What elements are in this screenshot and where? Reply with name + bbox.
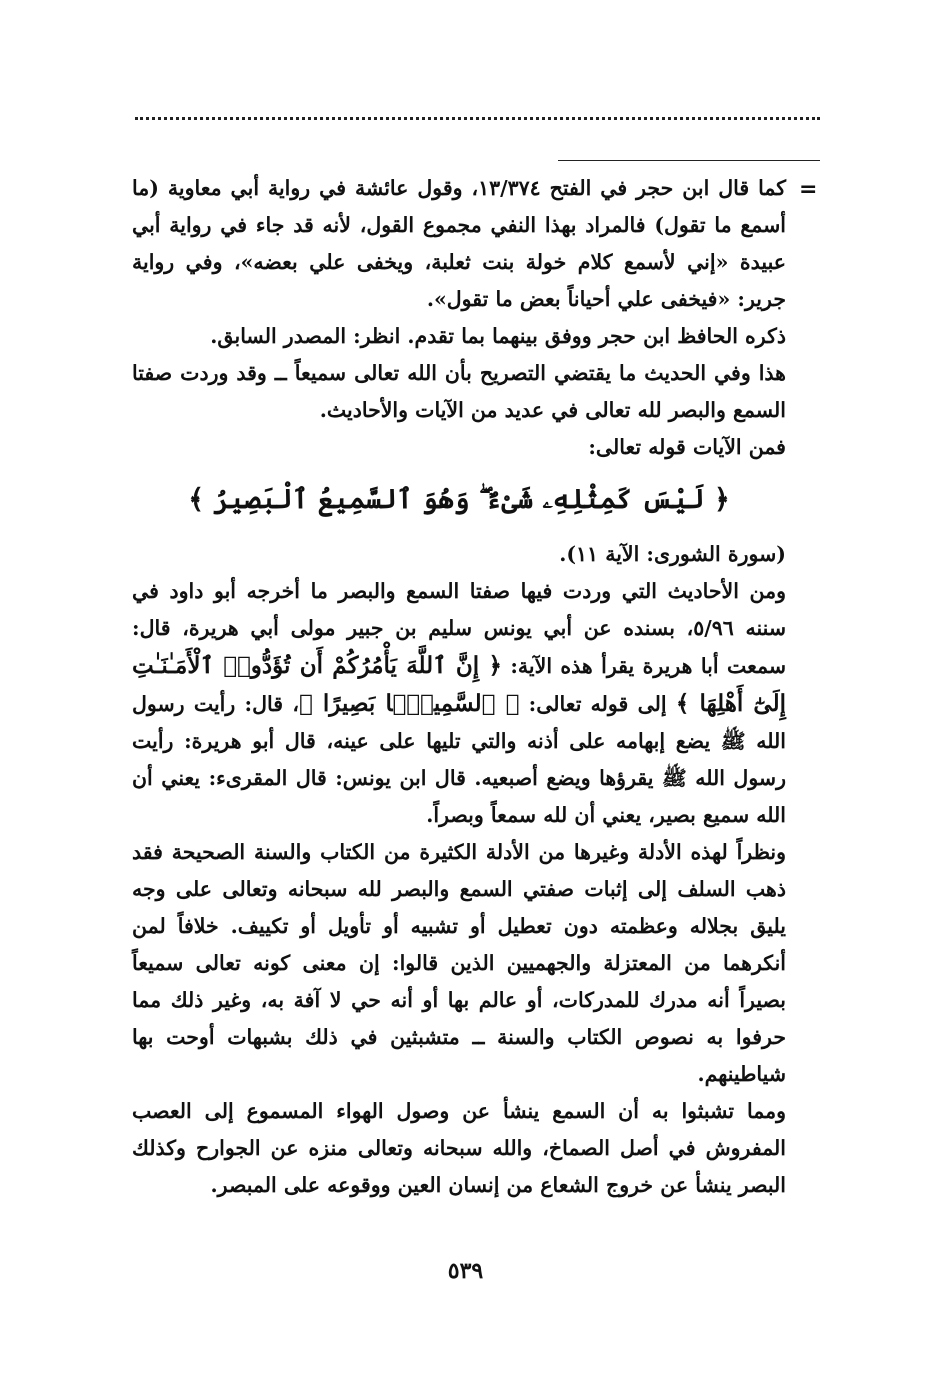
verse-reference: (سورة الشورى: الآية ١١). [559, 542, 786, 566]
paragraph-sifat: هذا وفي الحديث ما يقتضي التصريح بأن الله تعالى سميعاً ــ وقد وردت صفتا السمع والبصر لله تعالى في عديد من الآيات والأحاديث. [132, 361, 786, 422]
page-number: ٥٣٩ [447, 1258, 484, 1284]
continuation-mark: = [799, 177, 818, 202]
paragraph-hadith [132, 573, 786, 834]
hadith-verse-samii: ﴿ ٱلسَّمِيعًۢا بَصِيرًا ﴾ [298, 690, 520, 717]
dotted-separator [135, 117, 820, 120]
paragraph-verse-intro: فمن الآيات قوله تعالى: [588, 435, 786, 459]
hadith-verse-amanat: ﴿ إِنَّ ٱللَّهَ يَأْمُرُكُمْ أَن تُؤَدُّوا۟ ٱلْأَمَـٰنَـٰتِ إِلَىٰٓ أَهْلِهَا ﴾ [132, 652, 786, 717]
paragraph-last: ومما تشبثوا به أن السمع ينشأ عن وصول الهواء المسموع إلى العصب المفروش في أصل الصماخ، والله سبحانه وتعالى منزه عن الجوارح وكذلك البصر ينشأ عن خروج الشعاع من إنسان العين ووقوعه على المبصر. [132, 1099, 786, 1197]
paragraph-ibn-hajar-reconcile: ذكره الحافظ ابن حجر ووفق بينهما بما تقدم. انظر: المصدر السابق. [210, 324, 786, 348]
hadith-text-1: ومن الأحاديث التي وردت فيها صفتا السمع والبصر ما أخرجه أبو داود في سننه ٥/٩٦، بسنده عن أبي يونس سليم بن جبير مولى أبي هريرة، قال: سمعت أبا هريرة يقرأ هذه الآية: [132, 579, 786, 678]
quran-verse: ﴿ لَيْسَ كَمِثْلِهِۦ شَىْءٌ ۖ وَهُوَ ٱلسَّمِيعُ ٱلْبَصِيرُ ﴾ [188, 484, 730, 515]
paragraph-ibn-hajar: كما قال ابن حجر في الفتح ١٣/٣٧٤، وقول عائشة في رواية أبي معاوية (ما أسمع ما تقول) فالمراد بهذا النفي مجموع القول، لأنه قد جاء في رواية أبي عبيدة «إني لأسمع كلام خولة بنت ثعلبة، ويخفى علي بعضه»، وفي رواية جرير: «فيخفى علي أحياناً بعض ما تقول». [132, 176, 786, 311]
paragraph-salaf: ونظراً لهذه الأدلة وغيرها من الأدلة الكثيرة من الكتاب والسنة الصحيحة فقد ذهب السلف إلى إثبات صفتي السمع والبصر لله سبحانه وتعالى على وجه يليق بجلاله وعظمته دون تعطيل أو تشبيه أو تأويل أو تكييف. خلافاً لمن أنكرهما من المعتزلة والجهميين الذين قالوا: إن معنى كونه تعالى سميعاً بصيراً أنه مدرك للمدركات، أو عالم بها أو أنه حي لا آفة به، وغير ذلك مما حرفوا به نصوص الكتاب والسنة ــ متشبثين في ذلك بشبهات أوحت بها شياطينهم. [132, 840, 786, 1086]
footnote-rule [558, 160, 820, 161]
page-text-body [132, 170, 786, 1204]
hadith-text-3: ، قال: رأيت رسول الله ﷺ يضع إبهامه على أذنه والتي تليها على عينه، قال أبو هريرة: رأيت رسول الله ﷺ يقرؤها ويضع أصبعيه. قال ابن يونس: قال المقرىء: يعني أن الله سميع بصير، يعني أن لله سمعاً وبصراً. [132, 692, 786, 827]
hadith-text-2: إلى قوله تعالى: [528, 692, 667, 716]
